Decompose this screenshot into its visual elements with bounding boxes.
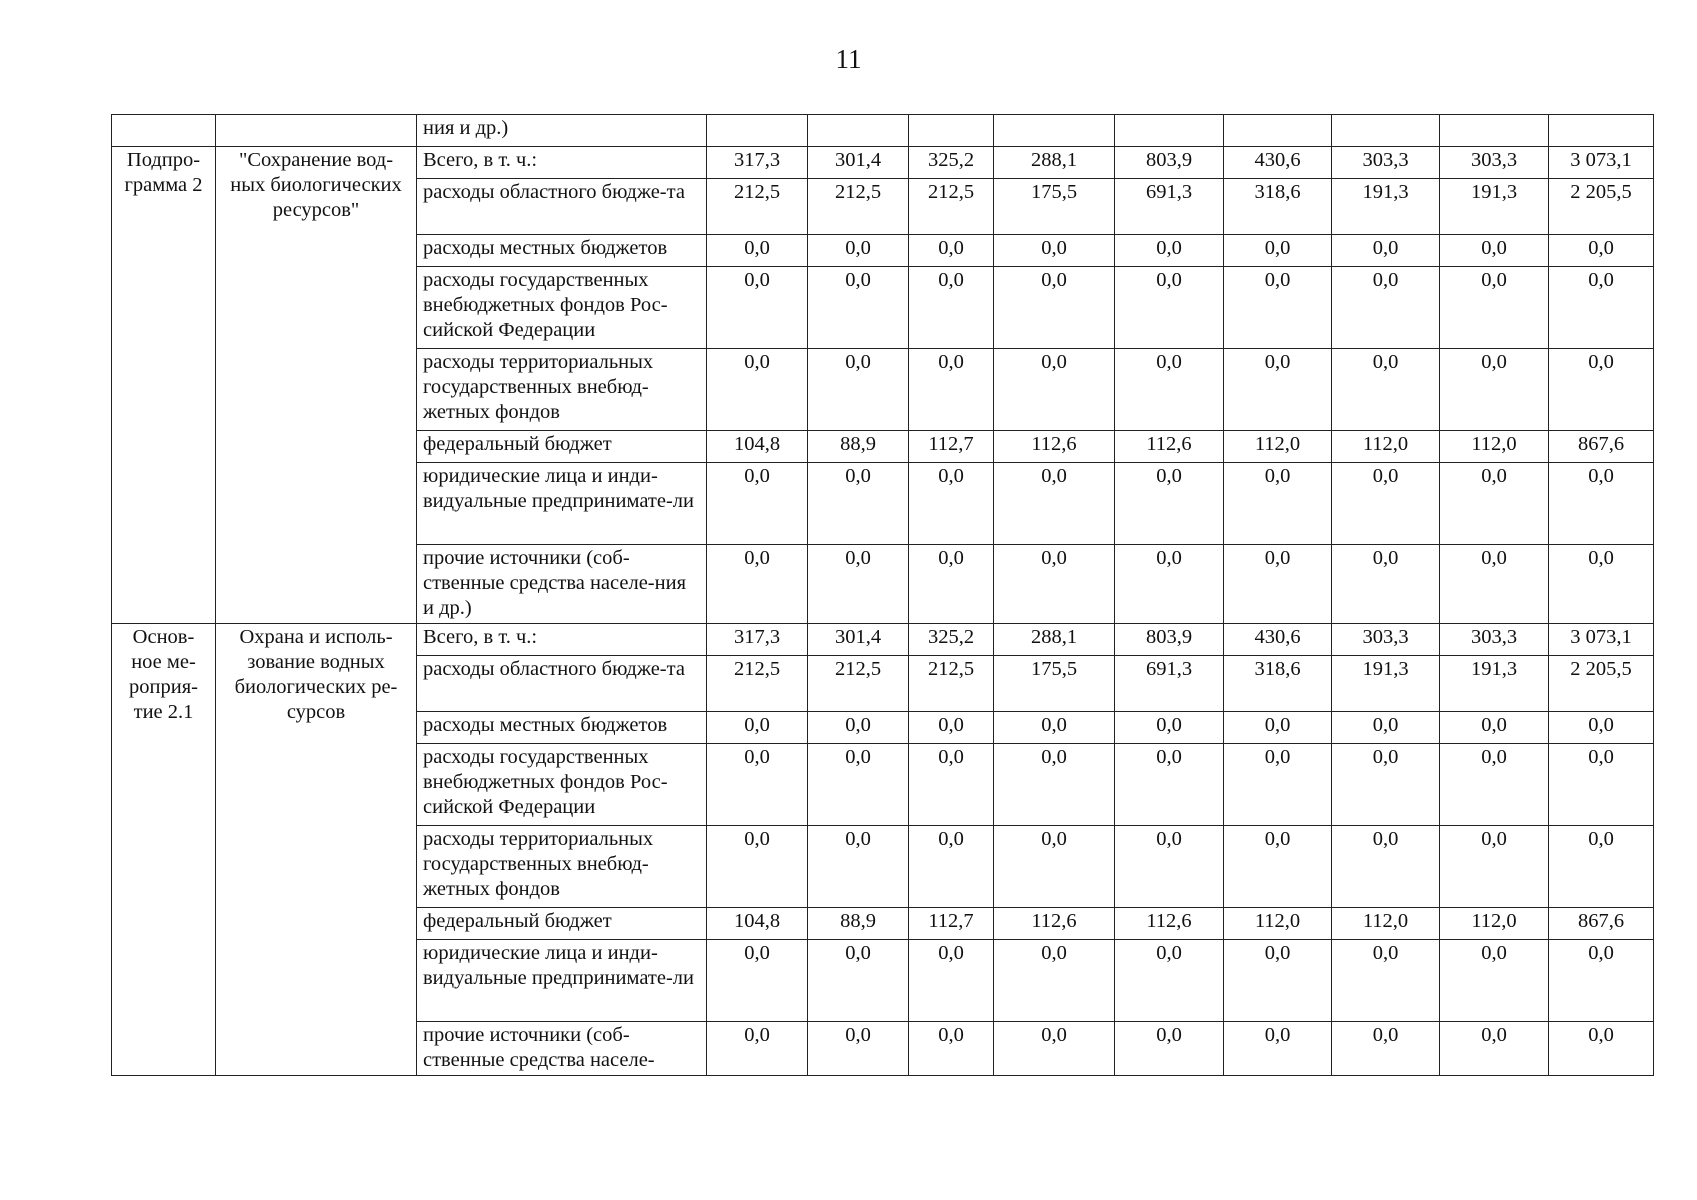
value-cell: 803,9: [1115, 147, 1224, 179]
value-cell: 0,0: [1224, 349, 1332, 431]
value-cell: [1440, 115, 1549, 147]
value-cell: 212,5: [909, 179, 994, 235]
value-cell: 0,0: [1440, 267, 1549, 349]
program-code-cell: Подпро-грамма 2: [112, 147, 216, 624]
table-row: [112, 624, 1654, 656]
value-cell: 0,0: [808, 545, 909, 624]
value-cell: 112,0: [1440, 908, 1549, 940]
value-cell: 0,0: [909, 545, 994, 624]
value-cell: 0,0: [994, 1022, 1115, 1076]
value-cell: 112,0: [1332, 908, 1440, 940]
total-value-cell: [1549, 115, 1654, 147]
value-cell: 0,0: [1115, 267, 1224, 349]
value-cell: 104,8: [707, 908, 808, 940]
value-cell: 803,9: [1115, 624, 1224, 656]
continuation-row: [112, 115, 1654, 147]
value-cell: 112,6: [1115, 908, 1224, 940]
value-cell: 0,0: [808, 349, 909, 431]
value-cell: 0,0: [909, 349, 994, 431]
value-cell: 301,4: [808, 624, 909, 656]
value-cell: 0,0: [994, 463, 1115, 545]
value-cell: 0,0: [1332, 1022, 1440, 1076]
value-cell: 0,0: [707, 267, 808, 349]
value-cell: [1224, 115, 1332, 147]
funding-source-cell: Всего, в т. ч.:: [417, 624, 707, 656]
value-cell: 0,0: [1440, 463, 1549, 545]
value-cell: 430,6: [1224, 147, 1332, 179]
value-cell: [707, 115, 808, 147]
value-cell: 0,0: [707, 545, 808, 624]
value-cell: 0,0: [1115, 744, 1224, 826]
funding-source-cell: федеральный бюджет: [417, 431, 707, 463]
value-cell: 112,6: [994, 908, 1115, 940]
value-cell: 104,8: [707, 431, 808, 463]
value-cell: 0,0: [1332, 940, 1440, 1022]
value-cell: 0,0: [1115, 235, 1224, 267]
value-cell: 212,5: [808, 179, 909, 235]
value-cell: 0,0: [994, 235, 1115, 267]
value-cell: 0,0: [994, 712, 1115, 744]
value-cell: 0,0: [994, 940, 1115, 1022]
value-cell: 0,0: [707, 463, 808, 545]
value-cell: 0,0: [1224, 463, 1332, 545]
value-cell: 303,3: [1440, 624, 1549, 656]
value-cell: 0,0: [1224, 940, 1332, 1022]
value-cell: 430,6: [1224, 624, 1332, 656]
total-value-cell: 0,0: [1549, 235, 1654, 267]
value-cell: 191,3: [1332, 179, 1440, 235]
funding-source-cell: расходы территориальных государственных внебюд-жетных фондов: [417, 826, 707, 908]
value-cell: 303,3: [1440, 147, 1549, 179]
value-cell: [909, 115, 994, 147]
value-cell: 0,0: [909, 463, 994, 545]
value-cell: 112,0: [1440, 431, 1549, 463]
value-cell: 0,0: [1440, 235, 1549, 267]
value-cell: 0,0: [1115, 1022, 1224, 1076]
value-cell: 112,6: [1115, 431, 1224, 463]
value-cell: 325,2: [909, 624, 994, 656]
total-value-cell: 0,0: [1549, 712, 1654, 744]
value-cell: 0,0: [1332, 712, 1440, 744]
total-value-cell: 867,6: [1549, 908, 1654, 940]
funding-source-cell: расходы местных бюджетов: [417, 712, 707, 744]
value-cell: 88,9: [808, 431, 909, 463]
value-cell: 0,0: [1440, 826, 1549, 908]
value-cell: 318,6: [1224, 656, 1332, 712]
value-cell: 212,5: [909, 656, 994, 712]
value-cell: 301,4: [808, 147, 909, 179]
value-cell: 88,9: [808, 908, 909, 940]
value-cell: [1332, 115, 1440, 147]
value-cell: 0,0: [1332, 545, 1440, 624]
value-cell: 191,3: [1332, 656, 1440, 712]
value-cell: 0,0: [909, 940, 994, 1022]
value-cell: 0,0: [909, 235, 994, 267]
value-cell: 0,0: [808, 744, 909, 826]
funding-source-cell: расходы областного бюдже-та: [417, 179, 707, 235]
value-cell: 191,3: [1440, 179, 1549, 235]
value-cell: 0,0: [1332, 349, 1440, 431]
value-cell: 0,0: [808, 826, 909, 908]
total-value-cell: 0,0: [1549, 545, 1654, 624]
value-cell: 0,0: [1224, 712, 1332, 744]
value-cell: 0,0: [1115, 826, 1224, 908]
value-cell: 0,0: [1440, 545, 1549, 624]
value-cell: 0,0: [1224, 1022, 1332, 1076]
total-value-cell: 0,0: [1549, 349, 1654, 431]
value-cell: 0,0: [808, 1022, 909, 1076]
total-value-cell: 0,0: [1549, 267, 1654, 349]
value-cell: 0,0: [1115, 940, 1224, 1022]
funding-source-cell: федеральный бюджет: [417, 908, 707, 940]
total-value-cell: 3 073,1: [1549, 147, 1654, 179]
funding-source-cell: прочие источники (соб-ственные средства населе-: [417, 1022, 707, 1076]
value-cell: [808, 115, 909, 147]
value-cell: 0,0: [707, 1022, 808, 1076]
value-cell: 0,0: [707, 712, 808, 744]
value-cell: 0,0: [1332, 463, 1440, 545]
value-cell: 0,0: [808, 267, 909, 349]
budget-table-body: [112, 115, 1654, 1076]
value-cell: 212,5: [707, 656, 808, 712]
value-cell: 0,0: [707, 826, 808, 908]
value-cell: 0,0: [909, 267, 994, 349]
funding-source-cell: юридические лица и инди-видуальные предпринимате-ли: [417, 940, 707, 1022]
value-cell: 0,0: [808, 235, 909, 267]
total-value-cell: 867,6: [1549, 431, 1654, 463]
value-cell: 0,0: [909, 744, 994, 826]
source-cell: ния и др.): [417, 115, 707, 147]
value-cell: 112,6: [994, 431, 1115, 463]
table-row: [112, 147, 1654, 179]
value-cell: 0,0: [707, 744, 808, 826]
value-cell: 112,7: [909, 908, 994, 940]
value-cell: 0,0: [1440, 940, 1549, 1022]
total-value-cell: 0,0: [1549, 1022, 1654, 1076]
value-cell: 0,0: [1224, 826, 1332, 908]
value-cell: 0,0: [707, 940, 808, 1022]
value-cell: 0,0: [1115, 463, 1224, 545]
value-cell: 212,5: [808, 656, 909, 712]
value-cell: [994, 115, 1115, 147]
name-cell: [216, 115, 417, 147]
value-cell: 0,0: [994, 744, 1115, 826]
value-cell: 0,0: [1440, 744, 1549, 826]
value-cell: 288,1: [994, 624, 1115, 656]
total-value-cell: 0,0: [1549, 463, 1654, 545]
value-cell: 303,3: [1332, 147, 1440, 179]
budget-table: [111, 114, 1654, 1076]
value-cell: 317,3: [707, 624, 808, 656]
value-cell: 212,5: [707, 179, 808, 235]
value-cell: 112,0: [1224, 908, 1332, 940]
value-cell: 318,6: [1224, 179, 1332, 235]
funding-source-cell: юридические лица и инди-видуальные предпринимате-ли: [417, 463, 707, 545]
value-cell: 691,3: [1115, 656, 1224, 712]
value-cell: 112,0: [1332, 431, 1440, 463]
value-cell: 0,0: [1440, 1022, 1549, 1076]
value-cell: 0,0: [808, 940, 909, 1022]
funding-source-cell: расходы государственных внебюджетных фондов Рос-сийской Федерации: [417, 267, 707, 349]
code-cell: [112, 115, 216, 147]
value-cell: 0,0: [1224, 744, 1332, 826]
value-cell: 325,2: [909, 147, 994, 179]
program-name-cell: Охрана и исполь-зование водных биологических ре-сурсов: [216, 624, 417, 1076]
page-number: 11: [835, 44, 862, 74]
value-cell: 112,7: [909, 431, 994, 463]
value-cell: 0,0: [1332, 744, 1440, 826]
value-cell: 0,0: [1224, 267, 1332, 349]
value-cell: 0,0: [909, 826, 994, 908]
funding-source-cell: расходы государственных внебюджетных фондов Рос-сийской Федерации: [417, 744, 707, 826]
value-cell: 0,0: [909, 712, 994, 744]
total-value-cell: 0,0: [1549, 744, 1654, 826]
value-cell: 0,0: [808, 463, 909, 545]
funding-source-cell: расходы областного бюдже-та: [417, 656, 707, 712]
value-cell: [1115, 115, 1224, 147]
value-cell: 0,0: [808, 712, 909, 744]
value-cell: 0,0: [1115, 712, 1224, 744]
total-value-cell: 0,0: [1549, 940, 1654, 1022]
program-name-cell: "Сохранение вод-ных биологических ресурсов": [216, 147, 417, 624]
value-cell: 0,0: [994, 545, 1115, 624]
value-cell: 691,3: [1115, 179, 1224, 235]
value-cell: 303,3: [1332, 624, 1440, 656]
value-cell: 175,5: [994, 179, 1115, 235]
value-cell: 191,3: [1440, 656, 1549, 712]
value-cell: 288,1: [994, 147, 1115, 179]
funding-source-cell: Всего, в т. ч.:: [417, 147, 707, 179]
value-cell: 0,0: [1115, 349, 1224, 431]
value-cell: 0,0: [1332, 267, 1440, 349]
total-value-cell: 2 205,5: [1549, 656, 1654, 712]
value-cell: 0,0: [707, 235, 808, 267]
value-cell: 317,3: [707, 147, 808, 179]
value-cell: 0,0: [909, 1022, 994, 1076]
value-cell: 0,0: [1440, 349, 1549, 431]
funding-source-cell: расходы территориальных государственных внебюд-жетных фондов: [417, 349, 707, 431]
value-cell: 0,0: [994, 349, 1115, 431]
total-value-cell: 3 073,1: [1549, 624, 1654, 656]
total-value-cell: 0,0: [1549, 826, 1654, 908]
value-cell: 0,0: [1440, 712, 1549, 744]
value-cell: 0,0: [707, 349, 808, 431]
funding-source-cell: расходы местных бюджетов: [417, 235, 707, 267]
total-value-cell: 2 205,5: [1549, 179, 1654, 235]
program-code-cell: Основ-ное ме-роприя-тие 2.1: [112, 624, 216, 1076]
value-cell: 0,0: [1224, 235, 1332, 267]
value-cell: 0,0: [1115, 545, 1224, 624]
value-cell: 0,0: [1332, 235, 1440, 267]
value-cell: 0,0: [1332, 826, 1440, 908]
value-cell: 112,0: [1224, 431, 1332, 463]
value-cell: 0,0: [994, 267, 1115, 349]
funding-source-cell: прочие источники (соб-ственные средства населе-ния и др.): [417, 545, 707, 624]
value-cell: 0,0: [1224, 545, 1332, 624]
value-cell: 0,0: [994, 826, 1115, 908]
value-cell: 175,5: [994, 656, 1115, 712]
